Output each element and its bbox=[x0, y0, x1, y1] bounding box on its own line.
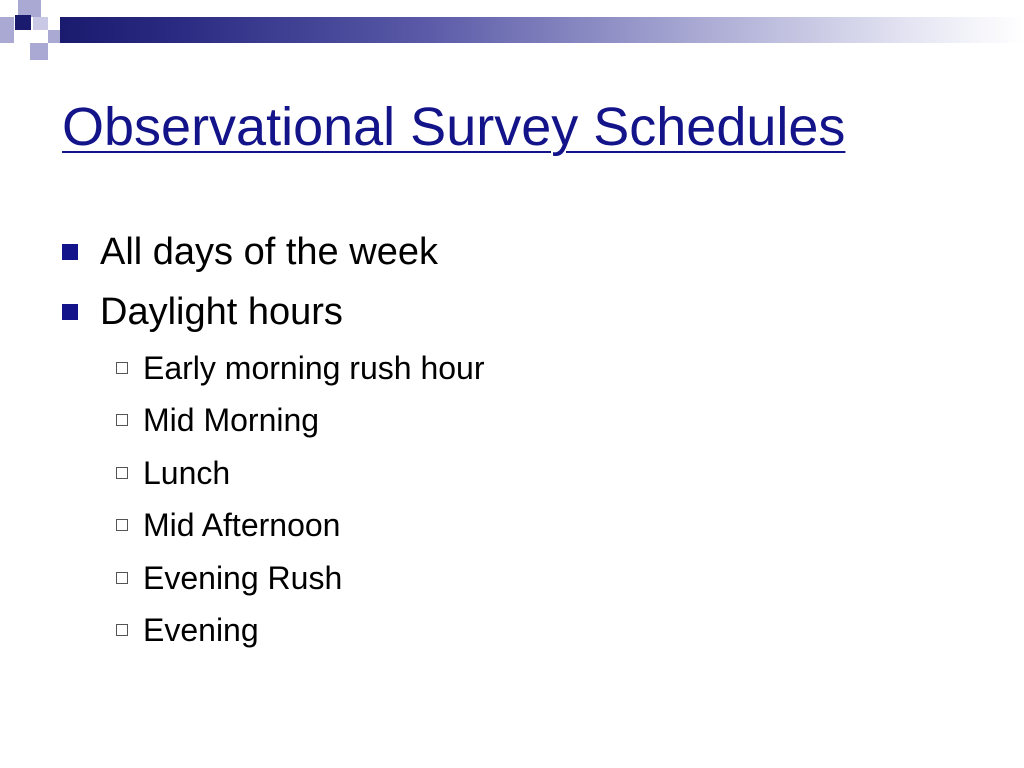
hollow-square-icon bbox=[116, 362, 128, 374]
sub-bullet-item bbox=[116, 404, 319, 436]
sub-bullet-text: Evening bbox=[143, 612, 259, 648]
header-decor-square bbox=[14, 30, 30, 43]
sub-bullet-item bbox=[116, 352, 484, 384]
filled-square-icon bbox=[62, 244, 78, 260]
sub-bullet-text: Evening Rush bbox=[143, 560, 343, 596]
sub-bullet-item bbox=[116, 509, 340, 541]
bullet-text: All days of the week bbox=[100, 231, 438, 273]
filled-square-icon bbox=[62, 304, 78, 320]
sub-bullet-item bbox=[116, 457, 230, 489]
sub-bullet-text: Mid Afternoon bbox=[143, 507, 341, 543]
hollow-square-icon bbox=[116, 414, 128, 426]
header-decor-square bbox=[0, 17, 14, 43]
bullet-text: Daylight hours bbox=[100, 291, 343, 333]
header-decor-square bbox=[15, 15, 31, 30]
slide-title: Observational Survey Schedules bbox=[62, 97, 846, 157]
sub-bullet-text: Early morning rush hour bbox=[143, 350, 485, 386]
header-decor-square bbox=[44, 0, 60, 17]
header-decor-square bbox=[33, 17, 48, 30]
header-decor-square bbox=[48, 30, 60, 43]
bullet-item bbox=[62, 293, 343, 331]
header-decor-square bbox=[48, 17, 60, 30]
header-gradient-band bbox=[60, 17, 1024, 43]
sub-bullet-text: Mid Morning bbox=[143, 402, 320, 438]
hollow-square-icon bbox=[116, 572, 128, 584]
sub-bullet-item bbox=[116, 614, 259, 646]
sub-bullet-text: Lunch bbox=[143, 455, 231, 491]
hollow-square-icon bbox=[116, 467, 128, 479]
bullet-item bbox=[62, 233, 438, 271]
header-decor-square bbox=[30, 43, 48, 60]
hollow-square-icon bbox=[116, 624, 128, 636]
hollow-square-icon bbox=[116, 519, 128, 531]
sub-bullet-item bbox=[116, 562, 342, 594]
